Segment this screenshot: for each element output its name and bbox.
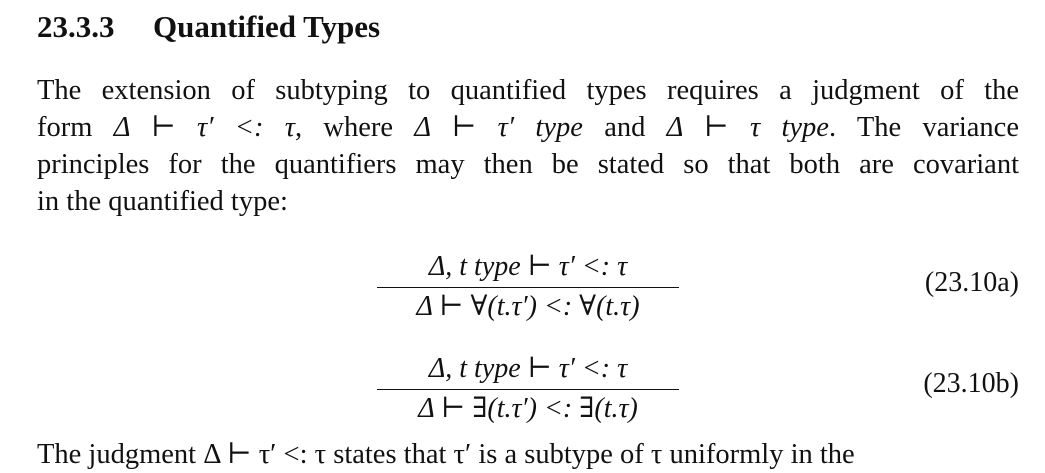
rule-premise: Δ, t type ⊢ τ′ <: τ: [428, 251, 628, 282]
math-subtype-judgment: Δ ⊢ τ′ <: τ: [113, 112, 295, 143]
text-fragment: , where: [295, 112, 415, 143]
inference-rule-exists: [377, 352, 679, 426]
rule-premise: Δ, t type ⊢ τ′ <: τ: [428, 353, 628, 384]
equation-label-23-10b: (23.10b): [923, 368, 1019, 399]
paragraph-line-1: The extension of subtyping to quantified types requires a judgment of the: [37, 75, 1019, 106]
rule-conclusion: Δ ⊢ ∃(t.τ′) <: ∃(t.τ): [418, 393, 638, 424]
section-heading: [37, 9, 380, 45]
body-paragraph: [37, 72, 1019, 220]
rule-bar: [377, 287, 679, 288]
cutoff-text-line: The judgment Δ ⊢ τ′ <: τ states that τ′ is a subtype of τ uniformly in the: [37, 439, 855, 470]
paragraph-line-2: [37, 109, 1019, 146]
text-fragment: form: [37, 112, 114, 143]
rule-bar: [377, 389, 679, 390]
paragraph-line-4: in the quantified type:: [37, 186, 288, 217]
text-fragment: . The variance: [828, 112, 1019, 143]
math-type-judgment-2: Δ ⊢ τ type: [666, 112, 829, 143]
rule-conclusion: Δ ⊢ ∀(t.τ′) <: ∀(t.τ): [416, 291, 640, 322]
section-title: Quantified Types: [153, 9, 381, 44]
math-type-judgment-1: Δ ⊢ τ′ type: [414, 112, 583, 143]
section-number: 23.3.3: [37, 9, 115, 44]
inference-rule-forall: [377, 250, 679, 324]
text-fragment: and: [582, 112, 667, 143]
paragraph-line-3: principles for the quantifiers may then be stated so that both are covariant: [37, 149, 1019, 180]
equation-label-23-10a: (23.10a): [924, 267, 1019, 298]
